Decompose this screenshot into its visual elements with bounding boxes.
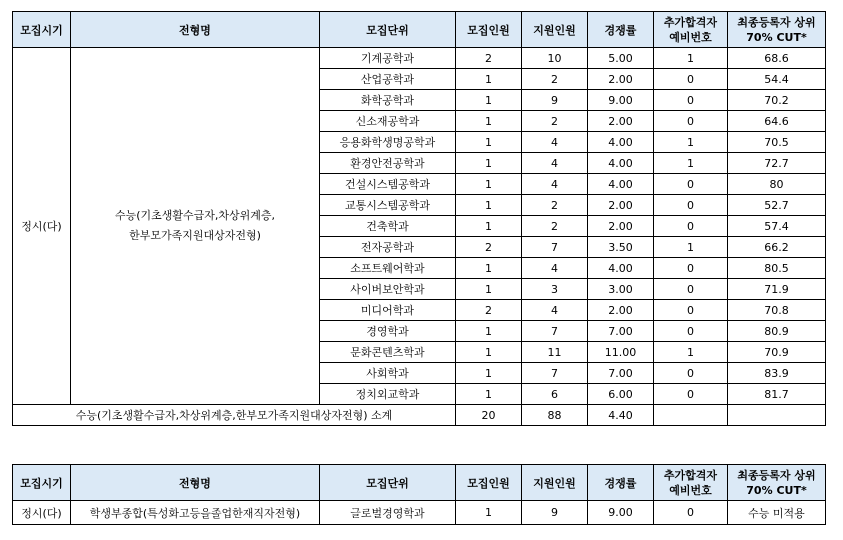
waitlist-cell: 0	[654, 111, 728, 132]
header-unit: 모집단위	[320, 12, 456, 48]
cut-cell: 57.4	[728, 216, 826, 237]
unit-cell: 화학공학과	[320, 90, 456, 111]
quota-cell: 1	[456, 195, 522, 216]
admission-results-table	[12, 11, 826, 426]
applicants-cell: 3	[522, 279, 588, 300]
cut-cell: 83.9	[728, 363, 826, 384]
cut-cell: 70.2	[728, 90, 826, 111]
cut-cell: 80.5	[728, 258, 826, 279]
cut-cell: 80	[728, 174, 826, 195]
type-cell: 수능(기초생활수급자,차상위계층, 한부모가족지원대상자전형)	[71, 48, 320, 405]
ratio-cell: 6.00	[588, 384, 654, 405]
cut-cell: 72.7	[728, 153, 826, 174]
applicants-cell: 2	[522, 111, 588, 132]
ratio-cell: 7.00	[588, 321, 654, 342]
applicants-cell: 4	[522, 258, 588, 279]
ratio-cell: 7.00	[588, 363, 654, 384]
quota-cell: 1	[456, 69, 522, 90]
ratio-cell: 2.00	[588, 300, 654, 321]
ratio-cell: 3.00	[588, 279, 654, 300]
quota-cell: 1	[456, 258, 522, 279]
waitlist-cell: 0	[654, 501, 728, 525]
quota-cell: 2	[456, 300, 522, 321]
ratio-cell: 2.00	[588, 111, 654, 132]
applicants-cell: 7	[522, 321, 588, 342]
waitlist-cell: 0	[654, 90, 728, 111]
quota-cell: 1	[456, 501, 522, 525]
ratio-cell: 4.00	[588, 132, 654, 153]
waitlist-cell: 0	[654, 258, 728, 279]
cut-cell: 수능 미적용	[728, 501, 826, 525]
applicants-cell: 9	[522, 501, 588, 525]
applicants-cell: 2	[522, 195, 588, 216]
period-cell: 정시(다)	[13, 48, 71, 405]
cut-cell: 70.5	[728, 132, 826, 153]
cut-cell: 80.9	[728, 321, 826, 342]
waitlist-cell: 0	[654, 216, 728, 237]
waitlist-cell: 0	[654, 174, 728, 195]
subtotal-label: 수능(기초생활수급자,차상위계층,한부모가족지원대상자전형) 소계	[13, 405, 456, 426]
cut-cell: 54.4	[728, 69, 826, 90]
unit-cell: 기계공학과	[320, 48, 456, 69]
ratio-cell: 11.00	[588, 342, 654, 363]
ratio-cell: 3.50	[588, 237, 654, 258]
applicants-cell: 4	[522, 174, 588, 195]
header-ratio: 경쟁률	[588, 465, 654, 501]
waitlist-cell: 0	[654, 384, 728, 405]
ratio-cell: 9.00	[588, 90, 654, 111]
cut-cell: 70.8	[728, 300, 826, 321]
subtotal-applicants: 88	[522, 405, 588, 426]
header-quota: 모집인원	[456, 465, 522, 501]
ratio-cell: 9.00	[588, 501, 654, 525]
applicants-cell: 11	[522, 342, 588, 363]
applicants-cell: 10	[522, 48, 588, 69]
header-type: 전형명	[71, 465, 320, 501]
waitlist-cell: 1	[654, 342, 728, 363]
waitlist-cell: 0	[654, 321, 728, 342]
subtotal-waitlist	[654, 405, 728, 426]
cut-cell: 81.7	[728, 384, 826, 405]
unit-cell: 사회학과	[320, 363, 456, 384]
applicants-cell: 2	[522, 69, 588, 90]
cut-cell: 70.9	[728, 342, 826, 363]
ratio-cell: 2.00	[588, 195, 654, 216]
subtotal-row	[13, 405, 826, 426]
unit-cell: 환경안전공학과	[320, 153, 456, 174]
header-waitlist: 추가합격자 예비번호	[654, 12, 728, 48]
unit-cell: 건축학과	[320, 216, 456, 237]
applicants-cell: 6	[522, 384, 588, 405]
header-waitlist: 추가합격자 예비번호	[654, 465, 728, 501]
applicants-cell: 7	[522, 237, 588, 258]
header-unit: 모집단위	[320, 465, 456, 501]
unit-cell: 문화콘텐츠학과	[320, 342, 456, 363]
subtotal-cut	[728, 405, 826, 426]
quota-cell: 1	[456, 216, 522, 237]
header-applicants: 지원인원	[522, 12, 588, 48]
table-row	[13, 501, 826, 525]
waitlist-cell: 0	[654, 363, 728, 384]
header-row	[13, 12, 826, 48]
applicants-cell: 4	[522, 300, 588, 321]
ratio-cell: 2.00	[588, 69, 654, 90]
header-cut: 최종등록자 상위 70% CUT*	[728, 465, 826, 501]
unit-cell: 경영학과	[320, 321, 456, 342]
applicants-cell: 4	[522, 153, 588, 174]
quota-cell: 1	[456, 342, 522, 363]
applicants-cell: 7	[522, 363, 588, 384]
header-row	[13, 465, 826, 501]
table-row	[13, 48, 826, 69]
applicants-cell: 2	[522, 216, 588, 237]
header-quota: 모집인원	[456, 12, 522, 48]
cut-cell: 68.6	[728, 48, 826, 69]
quota-cell: 2	[456, 48, 522, 69]
unit-cell: 교통시스템공학과	[320, 195, 456, 216]
quota-cell: 1	[456, 174, 522, 195]
quota-cell: 1	[456, 111, 522, 132]
unit-cell: 건설시스템공학과	[320, 174, 456, 195]
unit-cell: 산업공학과	[320, 69, 456, 90]
unit-cell: 응용화학생명공학과	[320, 132, 456, 153]
waitlist-cell: 1	[654, 132, 728, 153]
unit-cell: 소프트웨어학과	[320, 258, 456, 279]
quota-cell: 1	[456, 90, 522, 111]
unit-cell: 미디어학과	[320, 300, 456, 321]
cut-cell: 64.6	[728, 111, 826, 132]
unit-cell: 사이버보안학과	[320, 279, 456, 300]
unit-cell: 전자공학과	[320, 237, 456, 258]
quota-cell: 1	[456, 153, 522, 174]
unit-cell: 신소재공학과	[320, 111, 456, 132]
cut-cell: 52.7	[728, 195, 826, 216]
header-period: 모집시기	[13, 12, 71, 48]
quota-cell: 1	[456, 363, 522, 384]
waitlist-cell: 0	[654, 300, 728, 321]
ratio-cell: 2.00	[588, 216, 654, 237]
ratio-cell: 4.00	[588, 174, 654, 195]
waitlist-cell: 0	[654, 195, 728, 216]
type-cell: 학생부종합(특성화고등을졸업한재직자전형)	[71, 501, 320, 525]
quota-cell: 1	[456, 279, 522, 300]
waitlist-cell: 1	[654, 153, 728, 174]
subtotal-quota: 20	[456, 405, 522, 426]
header-cut: 최종등록자 상위 70% CUT*	[728, 12, 826, 48]
quota-cell: 1	[456, 132, 522, 153]
unit-cell: 글로벌경영학과	[320, 501, 456, 525]
cut-cell: 66.2	[728, 237, 826, 258]
quota-cell: 1	[456, 321, 522, 342]
subtotal-ratio: 4.40	[588, 405, 654, 426]
header-type: 전형명	[71, 12, 320, 48]
ratio-cell: 5.00	[588, 48, 654, 69]
ratio-cell: 4.00	[588, 258, 654, 279]
header-applicants: 지원인원	[522, 465, 588, 501]
waitlist-cell: 0	[654, 279, 728, 300]
admission-results-table-2	[12, 464, 826, 525]
waitlist-cell: 1	[654, 237, 728, 258]
unit-cell: 정치외교학과	[320, 384, 456, 405]
quota-cell: 1	[456, 384, 522, 405]
waitlist-cell: 0	[654, 69, 728, 90]
quota-cell: 2	[456, 237, 522, 258]
period-cell: 정시(다)	[13, 501, 71, 525]
ratio-cell: 4.00	[588, 153, 654, 174]
header-period: 모집시기	[13, 465, 71, 501]
applicants-cell: 4	[522, 132, 588, 153]
applicants-cell: 9	[522, 90, 588, 111]
cut-cell: 71.9	[728, 279, 826, 300]
header-ratio: 경쟁률	[588, 12, 654, 48]
waitlist-cell: 1	[654, 48, 728, 69]
